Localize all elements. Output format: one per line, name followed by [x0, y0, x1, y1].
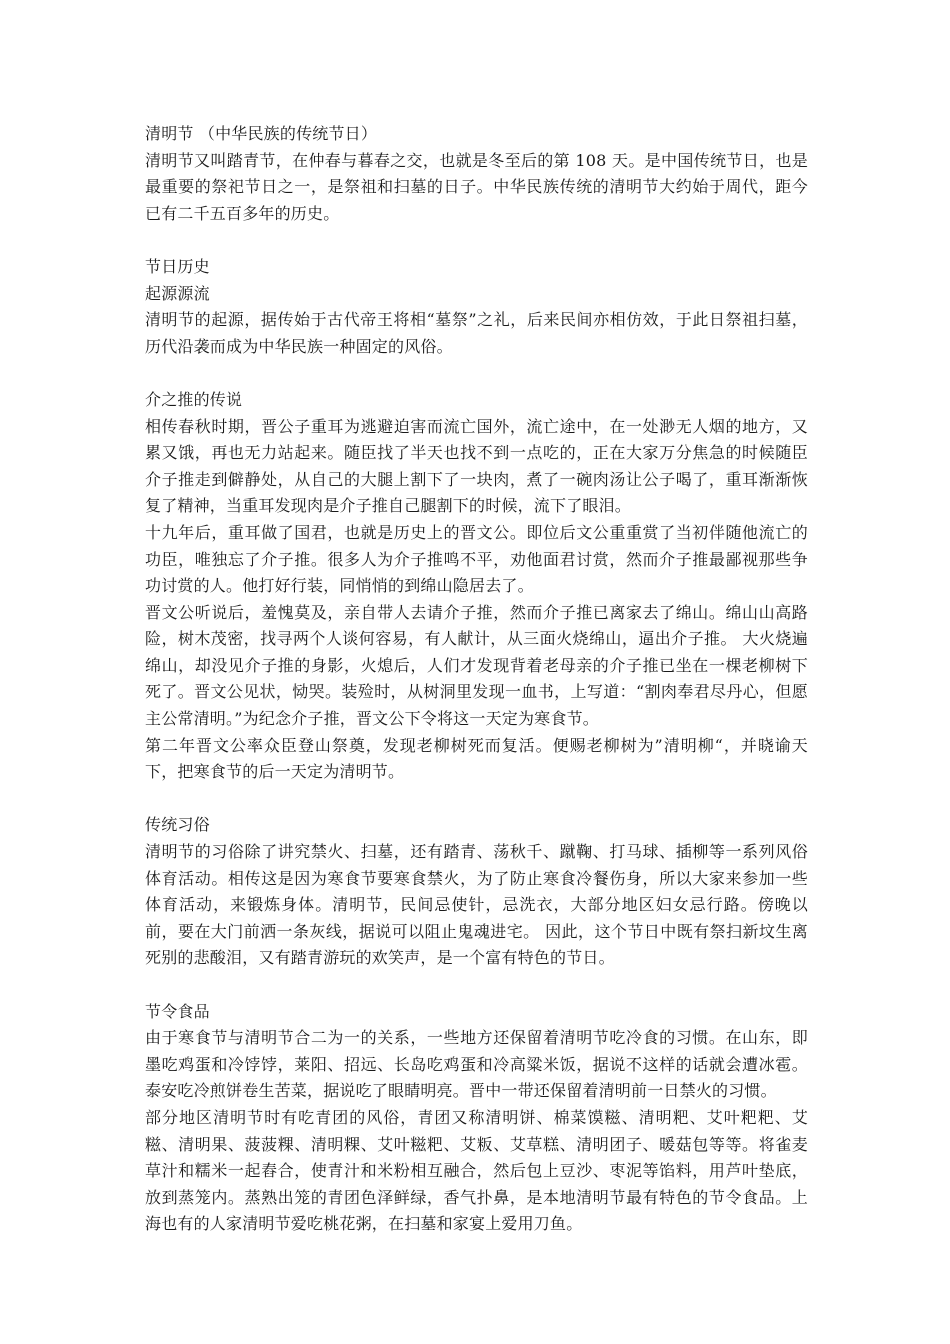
legend-paragraph: 第二年晋文公率众臣登山祭奠，发现老柳树死而复活。便赐老柳树为”清明柳“，并晓谕天下，把寒食节的后一天定为清明节。 — [145, 735, 808, 782]
spacer — [145, 972, 808, 999]
document-title: 清明节 （中华民族的传统节日） — [145, 124, 378, 143]
legend-heading: 介之推的传说 — [145, 389, 243, 409]
customs-heading: 传统习俗 — [145, 815, 210, 835]
spacer — [145, 786, 808, 813]
food-paragraph: 部分地区清明节时有吃青团的风俗，青团又称清明饼、棉菜馍糍、清明粑、艾叶粑粑、艾糍、清明果、菠菠粿、清明粿、艾叶糍粑、艾粄、艾草糕、清明团子、暖菇包等等。将雀麦草汁和糯米一起舂合，使青汁和米粉相互融合，然后包上豆沙、枣泥等馅料，用芦叶垫底，放到蒸笼内。蒸熟出笼的青团色泽鲜绿，香气扑鼻，是本地清明节最有特色的节令食品。上海也有的人家清明节爱吃桃花粥，在扫墓和家宴上爱用刀鱼。 — [145, 1107, 808, 1234]
origin-paragraph: 清明节的起源，据传始于古代帝王将相“墓祭”之礼，后来民间亦相仿效，于此日祭祖扫墓，历代沿袭而成为中华民族一种固定的风俗。 — [145, 310, 808, 356]
intro-paragraph: 清明节又叫踏青节，在仲春与暮春之交，也就是冬至后的第 108 天。是中国传统节日，也是最重要的祭祀节日之一，是祭祖和扫墓的日子。中华民族传统的清明节大约始于周代，距今已有二千五百多年的历史。 — [145, 150, 808, 223]
legend-paragraph: 相传春秋时期，晋公子重耳为逃避迫害而流亡国外，流亡途中，在一处渺无人烟的地方，又累又饿，再也无力站起来。随臣找了半天也找不到一点吃的，正在大家万分焦急的时候随臣介子推走到僻静处，从自己的大腿上割下了一块肉，煮了一碗肉汤让公子喝了，重耳渐渐恢复了精神，当重耳发现肉是介子推自己腿割下的时候，流下了眼泪。 — [145, 416, 808, 516]
legend-paragraph: 十九年后，重耳做了国君，也就是历史上的晋文公。即位后文公重重赏了当初伴随他流亡的功臣，唯独忘了介子推。很多人为介子推鸣不平，劝他面君讨赏，然而介子推最鄙视那些争功讨赏的人。他打好行装，同悄悄的到绵山隐居去了。 — [145, 522, 808, 596]
food-heading: 节令食品 — [145, 1001, 210, 1021]
document-page — [145, 121, 808, 1238]
spacer — [145, 227, 808, 254]
origin-subheading: 起源源流 — [145, 283, 210, 303]
customs-paragraph: 清明节的习俗除了讲究禁火、扫墓，还有踏青、荡秋千、蹴鞠、打马球、插柳等一系列风俗体育活动。相传这是因为寒食节要寒食禁火，为了防止寒食冷餐伤身，所以大家来参加一些体育活动，来锻炼身体。清明节，民间忌使针，忌洗衣，大部分地区妇女忌行路。傍晚以前，要在大门前洒一条灰线，据说可以阻止鬼魂进宅。 因此，这个节日中既有祭扫新坟生离死别的悲酸泪，又有踏青游玩的欢笑声，是一个富有特色的节日。 — [145, 842, 808, 968]
legend-paragraph: 晋文公听说后，羞愧莫及，亲自带人去请介子推，然而介子推已离家去了绵山。绵山山高路险，树木茂密，找寻两个人谈何容易，有人献计，从三面火烧绵山，逼出介子推。 大火烧遍绵山，却没见介子推的身影，火熄后，人们才发现背着老母亲的介子推已坐在一棵老柳树下死了。晋文公见状，恸哭。装殓时，从树洞里发现一血书，上写道：“割肉奉君尽丹心，但愿主公常清明。”为纪念介子推，晋文公下令将这一天定为寒食节。 — [145, 602, 808, 729]
food-paragraph: 由于寒食节与清明节合二为一的关系，一些地方还保留着清明节吃冷食的习惯。在山东，即墨吃鸡蛋和冷饽饽，莱阳、招远、长岛吃鸡蛋和冷高粱米饭，据说不这样的话就会遭冰雹。泰安吃冷煎饼卷生苦菜，据说吃了眼睛明亮。晋中一带还保留着清明前一日禁火的习惯。 — [145, 1028, 808, 1101]
history-heading: 节日历史 — [145, 256, 210, 276]
spacer — [145, 360, 808, 387]
